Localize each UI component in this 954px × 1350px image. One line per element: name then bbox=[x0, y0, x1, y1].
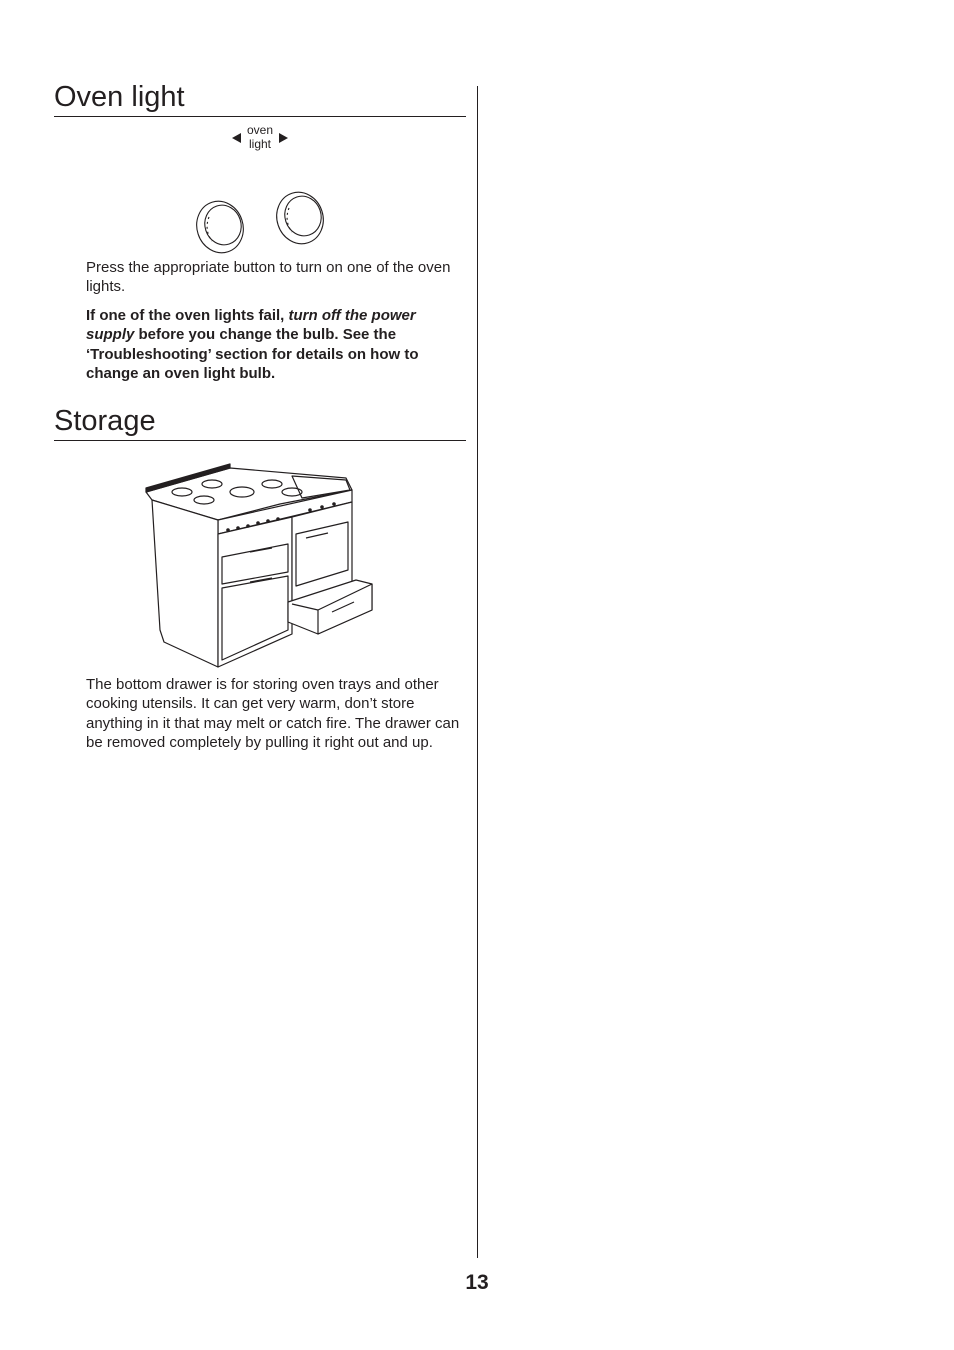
oven-light-label-line2: light bbox=[248, 137, 271, 151]
oven-light-buttons-illustration bbox=[190, 186, 330, 256]
oven-light-label-line1: oven bbox=[246, 123, 274, 137]
oven-light-warning bbox=[86, 306, 468, 383]
range-cooker-drawer-illustration bbox=[142, 462, 378, 672]
warning-emphasis: turn off the power supply bbox=[86, 307, 416, 344]
column-divider bbox=[477, 86, 478, 1258]
oven-light-button-label bbox=[232, 123, 288, 155]
left-oven-light-button-icon bbox=[190, 195, 250, 256]
storage-heading: Storage bbox=[54, 405, 466, 441]
arrow-right-icon bbox=[279, 133, 288, 143]
oven-light-heading: Oven light bbox=[54, 81, 466, 117]
page-number: 13 bbox=[465, 1271, 489, 1294]
right-oven-light-button-icon bbox=[270, 186, 330, 250]
oven-light-instruction: Press the appropriate button to turn on one of the oven lights. bbox=[86, 259, 451, 296]
warning-intro: If one of the oven lights fail, bbox=[86, 307, 289, 324]
warning-rest: before you change the bulb. See the ‘Troubleshooting’ section for details on how to change an oven light bulb. bbox=[86, 326, 419, 382]
arrow-left-icon bbox=[232, 133, 241, 143]
storage-description: The bottom drawer is for storing oven trays and other cooking utensils. It can get very warm, don’t store anything in it that may melt or catch fire. The drawer can be removed completely by pulling it right out and up. bbox=[86, 676, 460, 751]
